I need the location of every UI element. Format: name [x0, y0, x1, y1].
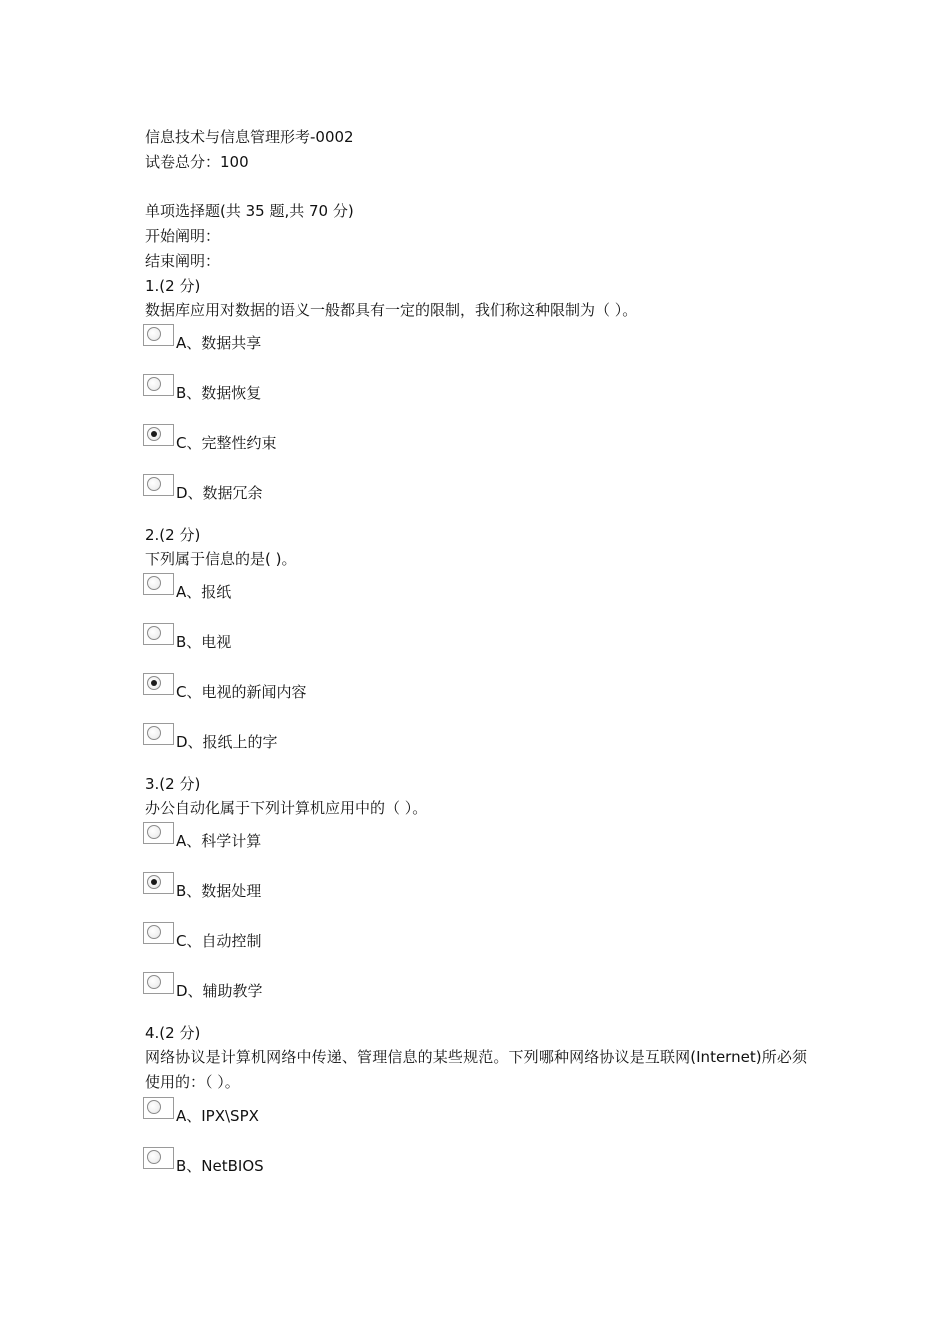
radio-checked-icon — [147, 875, 161, 889]
radio-button[interactable] — [143, 822, 174, 844]
option-label: A、报纸 — [176, 583, 232, 601]
radio-button[interactable] — [143, 872, 174, 894]
end-note: 结束阐明： — [145, 252, 221, 270]
option-1b[interactable] — [143, 374, 543, 402]
radio-button[interactable] — [143, 1097, 174, 1119]
radio-unchecked-icon — [147, 576, 161, 590]
section-title: 单项选择题(共 35 题,共 70 分) — [145, 202, 354, 220]
option-1d[interactable] — [143, 474, 543, 502]
radio-unchecked-icon — [147, 377, 161, 391]
option-label: C、完整性约束 — [176, 434, 277, 452]
radio-dot — [151, 680, 157, 686]
radio-button[interactable] — [143, 972, 174, 994]
radio-unchecked-icon — [147, 975, 161, 989]
radio-checked-icon — [147, 676, 161, 690]
radio-button[interactable] — [143, 573, 174, 595]
radio-button[interactable] — [143, 723, 174, 745]
option-label: A、科学计算 — [176, 832, 262, 850]
option-label: B、电视 — [176, 633, 232, 651]
option-label: D、报纸上的字 — [176, 733, 278, 751]
question-number: 3.(2 分) — [145, 775, 201, 793]
option-2d[interactable] — [143, 723, 543, 751]
question-text: 办公自动化属于下列计算机应用中的（ ）。 — [145, 799, 428, 817]
radio-button[interactable] — [143, 324, 174, 346]
option-2c[interactable] — [143, 673, 543, 701]
question-number: 1.(2 分) — [145, 277, 201, 295]
exam-title: 信息技术与信息管理形考-0002 — [145, 128, 354, 146]
radio-unchecked-icon — [147, 626, 161, 640]
radio-button[interactable] — [143, 922, 174, 944]
option-4a[interactable] — [143, 1097, 543, 1125]
radio-unchecked-icon — [147, 1100, 161, 1114]
option-label: A、数据共享 — [176, 334, 262, 352]
radio-button[interactable] — [143, 1147, 174, 1169]
total-score: 试卷总分：100 — [145, 153, 249, 171]
option-label: A、IPX\SPX — [176, 1107, 259, 1125]
radio-button[interactable] — [143, 374, 174, 396]
question-text: 网络协议是计算机网络中传递、管理信息的某些规范。下列哪种网络协议是互联网(Internet)所必须使用的：（ ）。 — [145, 1048, 807, 1091]
radio-unchecked-icon — [147, 825, 161, 839]
radio-unchecked-icon — [147, 1150, 161, 1164]
radio-button[interactable] — [143, 474, 174, 496]
option-label: B、数据恢复 — [176, 384, 262, 402]
option-label: C、自动控制 — [176, 932, 262, 950]
radio-dot — [151, 879, 157, 885]
option-2a[interactable] — [143, 573, 543, 601]
start-note: 开始阐明： — [145, 227, 221, 245]
option-3d[interactable] — [143, 972, 543, 1000]
option-4b[interactable] — [143, 1147, 543, 1175]
option-label: B、数据处理 — [176, 882, 262, 900]
question-text: 下列属于信息的是( )。 — [145, 550, 297, 568]
radio-unchecked-icon — [147, 477, 161, 491]
question-number: 4.(2 分) — [145, 1024, 201, 1042]
radio-unchecked-icon — [147, 327, 161, 341]
option-1c[interactable] — [143, 424, 543, 452]
radio-button[interactable] — [143, 673, 174, 695]
question-text: 数据库应用对数据的语义一般都具有一定的限制，我们称这种限制为（ ）。 — [145, 301, 638, 319]
question-number: 2.(2 分) — [145, 526, 201, 544]
radio-button[interactable] — [143, 623, 174, 645]
option-1a[interactable] — [143, 324, 543, 352]
option-3c[interactable] — [143, 922, 543, 950]
option-label: D、数据冗余 — [176, 484, 263, 502]
option-2b[interactable] — [143, 623, 543, 651]
option-label: B、NetBIOS — [176, 1157, 264, 1175]
option-3b[interactable] — [143, 872, 543, 900]
option-3a[interactable] — [143, 822, 543, 850]
radio-button[interactable] — [143, 424, 174, 446]
radio-unchecked-icon — [147, 726, 161, 740]
radio-unchecked-icon — [147, 925, 161, 939]
option-label: D、辅助教学 — [176, 982, 263, 1000]
radio-dot — [151, 431, 157, 437]
radio-checked-icon — [147, 427, 161, 441]
option-label: C、电视的新闻内容 — [176, 683, 307, 701]
